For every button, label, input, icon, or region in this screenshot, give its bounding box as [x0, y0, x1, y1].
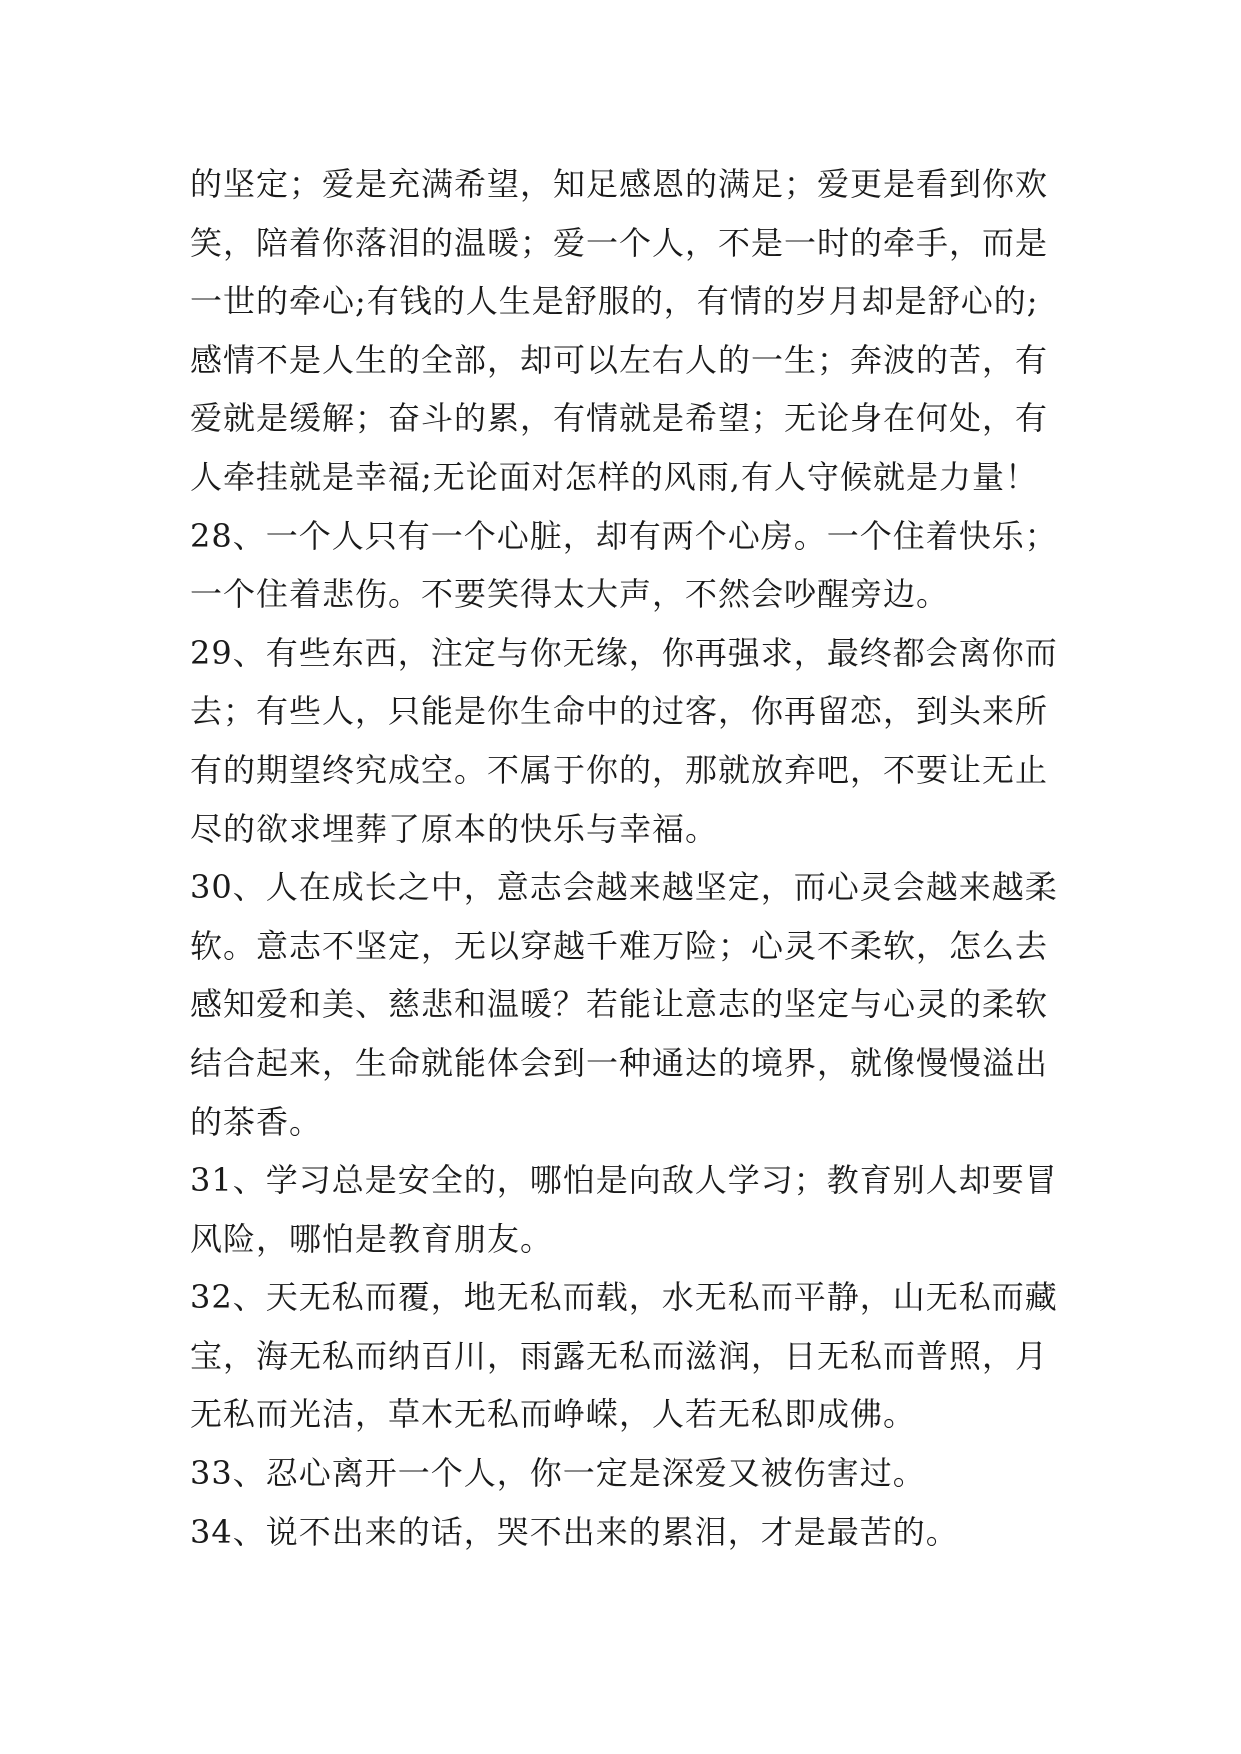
- text-line: 人牵挂就是幸福;无论面对怎样的风雨,有人守候就是力量！: [190, 457, 1038, 496]
- text-line: 感情不是人生的全部，却可以左右人的一生；奔波的苦，有: [190, 340, 1049, 379]
- item-30-line: 30、人在成长之中，意志会越来越坚定，而心灵会越来越柔: [190, 868, 1058, 907]
- text-line: 的坚定；爱是充满希望，知足感恩的满足；爱更是看到你欢: [190, 165, 1049, 203]
- text-line: 爱就是缓解；奋斗的累，有情就是希望；无论身在何处，有: [190, 399, 1049, 438]
- text-line: 笑，陪着你落泪的温暖；爱一个人，不是一时的牵手，而是: [190, 223, 1049, 262]
- text-line: 尽的欲求埋葬了原本的快乐与幸福。: [190, 809, 719, 848]
- text-line: 一世的牵心;有钱的人生是舒服的，有情的岁月却是舒心的;: [190, 282, 1039, 321]
- text-line: 无私而光洁，草木无私而峥嵘，人若无私即成佛。: [190, 1395, 917, 1434]
- item-28-line: 28、一个人只有一个心脏，却有两个心房。一个住着快乐；: [190, 516, 1058, 555]
- text-line: 有的期望终究成空。不属于你的，那就放弃吧，不要让无止: [190, 750, 1049, 789]
- item-32-line: 32、天无私而覆，地无私而载，水无私而平静，山无私而藏: [190, 1278, 1058, 1317]
- text-line: 的茶香。: [190, 1102, 323, 1141]
- text-line: 感知爱和美、慈悲和温暖？若能让意志的坚定与心灵的柔软: [190, 985, 1049, 1024]
- text-line: 风险，哪怕是教育朋友。: [190, 1219, 554, 1258]
- body-text: [190, 155, 1060, 1561]
- item-34-line: 34、说不出来的话，哭不出来的累泪，才是最苦的。: [190, 1512, 959, 1551]
- item-31-line: 31、学习总是安全的，哪怕是向敌人学习；教育别人却要冒: [190, 1161, 1058, 1200]
- item-29-line: 29、有些东西，注定与你无缘，你再强求，最终都会离你而: [190, 633, 1058, 672]
- text-line: 宝，海无私而纳百川，雨露无私而滋润，日无私而普照，月: [190, 1336, 1049, 1375]
- item-33-line: 33、忍心离开一个人，你一定是深爱又被伤害过。: [190, 1454, 926, 1493]
- text-line: 结合起来，生命就能体会到一种通达的境界，就像慢慢溢出: [190, 1043, 1049, 1082]
- text-line: 一个住着悲伤。不要笑得太大声，不然会吵醒旁边。: [190, 575, 950, 614]
- text-line: 去；有些人，只能是你生命中的过客，你再留恋，到头来所: [190, 692, 1049, 731]
- text-line: 软。意志不坚定，无以穿越千难万险；心灵不柔软，怎么去: [190, 926, 1049, 965]
